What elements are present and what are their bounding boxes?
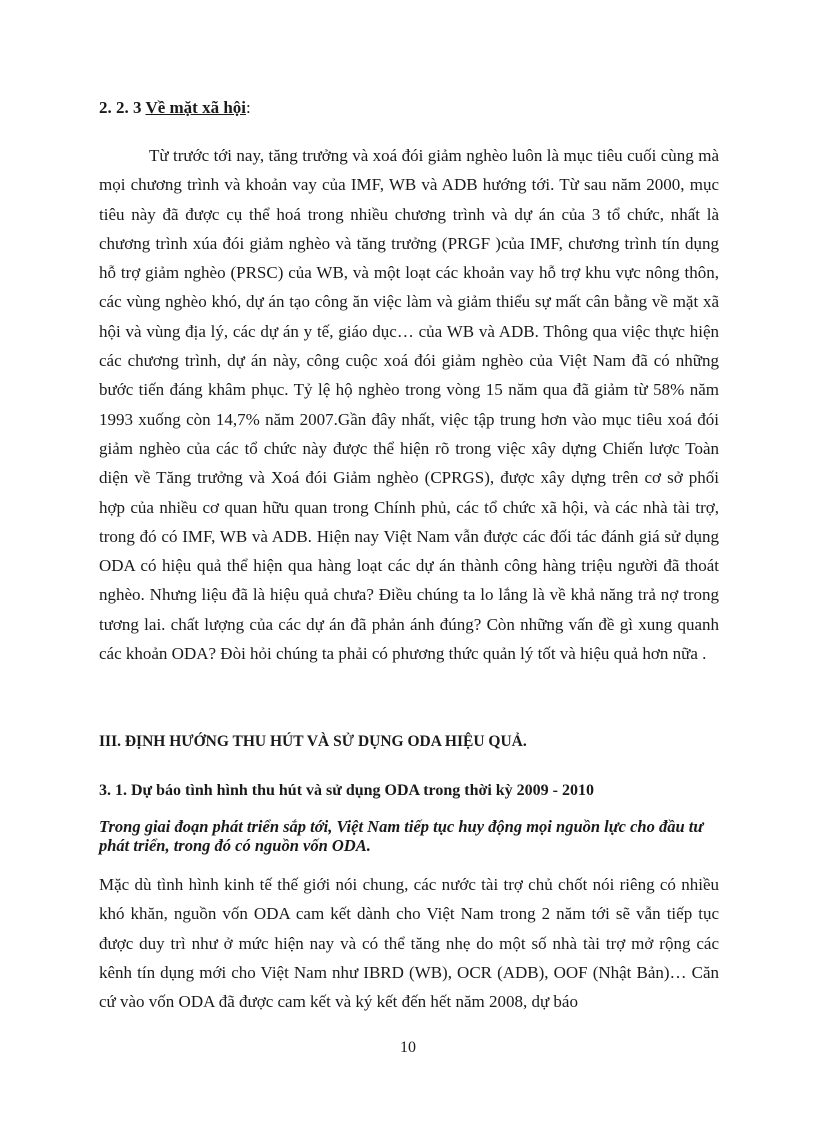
section-number: 2. 2. 3 (99, 98, 146, 117)
page-number: 10 (400, 1039, 416, 1056)
section-title: Về mặt xã hội (145, 98, 247, 117)
section-colon: : (246, 98, 251, 117)
body-paragraph-social: Từ trước tới nay, tăng trưởng và xoá đói giảm nghèo luôn là mục tiêu cuối cùng mà mọi chương trình và khoản vay của IMF, WB và ADB hướng tới. Từ sau năm 2000, mục tiêu này đã được cụ thể hoá trong nhiều chương trình và dự án của 3 tổ chức, nhất là chương trình xúa đói giảm nghèo và tăng trưởng (PRGF )của IMF, chương trình tín dụng hỗ trợ giảm nghèo (PRSC) của WB, và một loạt các khoản vay hỗ trợ khu vực nông thôn, các vùng nghèo khó, dự án tạo công ăn việc làm và giảm thiểu sự mất cân bằng về mặt xã hội và vùng địa lý, các dự án y tế, giáo dục… của WB và ADB. Thông qua việc thực hiện các chương trình, dự án này, công cuộc xoá đói giảm nghèo của Việt Nam đã có những bước tiến đáng khâm phục. Tỷ lệ hộ nghèo trong vòng 15 năm qua đã giảm từ 58% năm 1993 xuống còn 14,7% năm 2007.Gần đây nhất, việc tập trung hơn vào mục tiêu xoá đói giảm nghèo của các tổ chức này được thể hiện rõ trong việc xây dựng Chiến lược Toàn diện về Tăng trưởng và Xoá đói Giảm nghèo (CPRGS), được xây dựng trên cơ sở phối hợp của nhiều cơ quan hữu quan trong Chính phủ, các tổ chức xã hội, và các nhà tài trợ, trong đó có IMF, WB và ADB. Hiện nay Việt Nam vẫn được các đối tác đánh giá sử dụng ODA có hiệu quả thể hiện qua hàng loạt các dự án thành công hàng triệu người đã thoát nghèo. Nhưng liệu đã là hiệu quả chưa? Điều chúng ta lo lắng là về khả năng trả nợ trong tương lai. chất lượng của các dự án đã phản ánh đúng? Còn những vấn đề gì xung quanh các khoản ODA? Đòi hỏi chúng ta phải có phương thức quản lý tốt và hiệu quả hơn nữa . (99, 146, 719, 664)
section-heading-2-2-3 (99, 96, 251, 120)
section-heading-3-1: 3. 1. Dự báo tình hình thu hút và sử dụng ODA trong thời kỳ 2009 - 2010 (99, 782, 595, 799)
italic-lead-paragraph: Trong giai đoạn phát triển sắp tới, Việt Nam tiếp tục huy động mọi nguồn lực cho đầu tư phát triển, trong đó có nguồn vốn ODA. (99, 817, 704, 855)
body-paragraph-forecast: Mặc dù tình hình kinh tế thế giới nói chung, các nước tài trợ chủ chốt nói riêng có nhiều khó khăn, nguồn vốn ODA cam kết dành cho Việt Nam trong 2 năm tới sẽ vẫn tiếp tục được duy trì như ở mức hiện nay và có thể tăng nhẹ do một số nhà tài trợ mở rộng các kênh tín dụng mới cho Việt Nam như IBRD (WB), OCR (ADB), OOF (Nhật Bản)… Căn cứ vào vốn ODA đã được cam kết và ký kết đến hết năm 2008, dự báo (99, 875, 719, 1012)
section-heading-iii: III. ĐỊNH HƯỚNG THU HÚT VÀ SỬ DỤNG ODA HIỆU QUẢ. (99, 733, 527, 750)
